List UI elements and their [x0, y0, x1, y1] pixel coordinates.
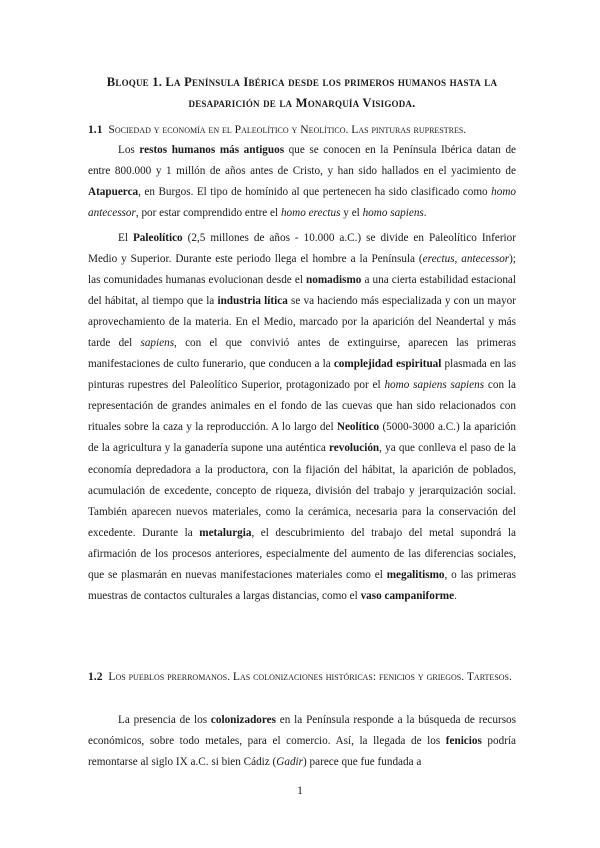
italic-term: sapiens	[140, 337, 175, 350]
section-number: 1.1	[88, 123, 103, 136]
italic-term: erectus, antecessor	[422, 253, 510, 266]
italic-term: homo erectus	[280, 207, 341, 220]
bold-term: restos humanos más antiguos	[139, 144, 285, 156]
bold-term: metalurgia	[199, 526, 252, 539]
bold-term: megalitismo	[386, 568, 445, 581]
paragraph-atapuerca: Los restos humanos más antiguos que se conocen en la Península Ibérica datan de entre 800.000 y 1 millón de años antes de Cristo, y han sido hallados en el yacimiento de Atapuerca, en Burgos. El tipo de homínido al que pertenecen ha sido clasificado como homo antecessor, por estar comprendido entre el homo erectus y el homo sapiens.	[88, 144, 517, 220]
italic-term: Gadir	[276, 756, 304, 769]
bold-term: Paleolítico	[132, 232, 183, 244]
italic-term: homo antecessor	[88, 186, 516, 220]
bold-term: colonizadores	[210, 714, 276, 726]
section-heading-1-1	[88, 119, 516, 140]
paragraph-colonizaciones: La presencia de los colonizadores en la Península responde a la búsqueda de recursos económicos, sobre todo metales, para el comercio. Así, la llegada de los fenicios podría remontarse al siglo IX a.C. si bien Cádiz (Gadir) parece que fue fundada a	[88, 714, 516, 769]
bold-term: industria lítica	[217, 295, 288, 308]
section-title: Los pueblos prerromanos. Las colonizaciones históricas: fenicios y griegos. Tartesos.	[108, 670, 512, 683]
bold-term: vaso campaniforme	[360, 589, 455, 602]
document-title: Bloque 1. La Península Ibérica desde los primeros humanos hasta la desaparición de la Monarquía Visigoda.	[106, 75, 498, 110]
bold-term: fenicios	[445, 735, 482, 748]
paragraph-paleolitico: El Paleolítico (2,5 millones de años - 10.000 a.C.) se divide en Paleolítico Inferior Medio y Superior. Durante este periodo llega el hombre a la Península (erectus, antecessor); las comunidades humanas evolucionan desde el nomadismo a una cierta estabilidad estacional del hábitat, al tiempo que la industria lítica se va haciendo más especializada y con un mayor aprovechamiento de la materia. En el Medio, marcado por la aparición del Neandertal y más tarde del sapiens, con el que convivió antes de extinguirse, aparecen las primeras manifestaciones de culto funerario, que conducen a la complejidad espiritual plasmada en las pinturas rupestres del Paleolítico Superior, protagonizado por el homo sapiens sapiens con la representación de grandes animales en el fondo de las cuevas que han sido relacionados con rituales sobre la caza y la reproducción. A lo largo del Neolítico (5000-3000 a.C.) la aparición de la agricultura y la ganadería supone una auténtica revolución, ya que conlleva el paso de la economía depredadora a la productora, con la fijación del hábitat, la aparición de poblados, acumulación de excedente, concepto de riqueza, división del trabajo y jerarquización social. También aparecen nuevos materiales, como la cerámica, necesaria para la conservación del excedente. Durante la metalurgia, el descubrimiento del trabajo del metal supondrá la afirmación de los procesos anteriores, especialmente del aumento de las diferencias sociales, que se plasmarán en nuevas manifestaciones materiales como el megalitismo, o las primeras muestras de contactos culturales a largas distancias, como el vaso campaniforme.	[88, 232, 516, 602]
section-heading-1-2	[88, 666, 516, 687]
page-number: 1	[297, 785, 303, 797]
section-number: 1.2	[88, 670, 103, 683]
bold-term: complejidad espiritual	[333, 358, 442, 371]
bold-term: nomadismo	[306, 274, 362, 287]
section-title: Sociedad y economía en el Paleolítico y Neolítico. Las pinturas ruprestres.	[108, 123, 467, 136]
bold-term: Atapuerca	[88, 186, 139, 199]
italic-term: homo sapiens	[362, 207, 424, 220]
bold-term: revolución	[329, 442, 380, 455]
italic-term: homo sapiens sapiens	[384, 379, 485, 392]
bold-term: Neolítico	[336, 421, 380, 434]
